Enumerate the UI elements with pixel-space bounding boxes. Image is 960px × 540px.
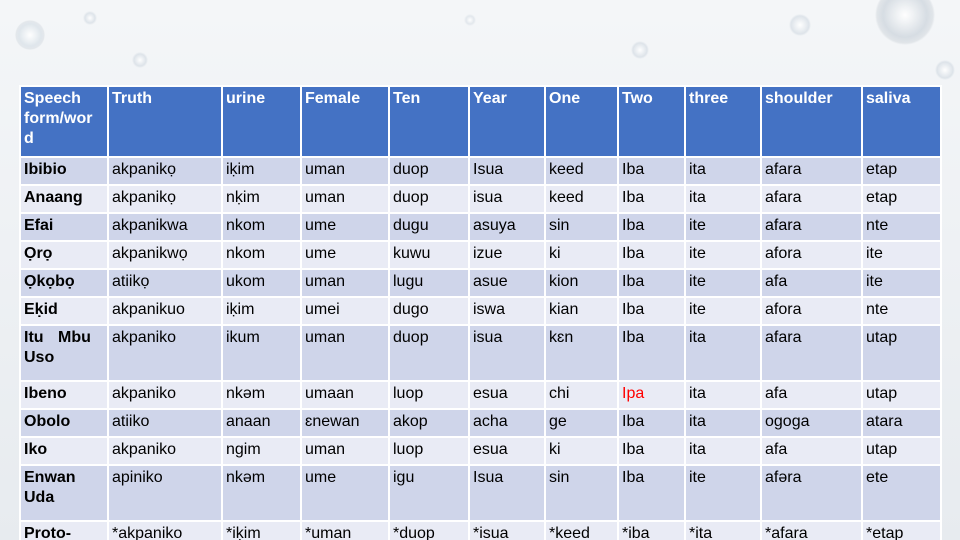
table-row xyxy=(20,185,941,213)
table-cell: afa xyxy=(761,381,862,409)
table-cell: ume xyxy=(301,465,389,521)
table-cell: atara xyxy=(862,409,941,437)
header-cell-speech-form xyxy=(20,86,108,157)
table-cell: *etap xyxy=(862,521,941,540)
table-cell: nte xyxy=(862,297,941,325)
table-cell: nkəm xyxy=(222,381,301,409)
table-cell: nkom xyxy=(222,213,301,241)
header-speech-line-3: d xyxy=(24,130,34,147)
table-cell: keed xyxy=(545,157,618,185)
table-cell: kion xyxy=(545,269,618,297)
header-cell-urine: urine xyxy=(222,86,301,157)
table-cell: etap xyxy=(862,157,941,185)
language-name-cell xyxy=(20,465,108,521)
header-speech-line-1: Speech xyxy=(24,90,81,107)
table-cell: ite xyxy=(685,297,761,325)
table-cell: luop xyxy=(389,381,469,409)
table-cell: duop xyxy=(389,157,469,185)
header-cell-truth: Truth xyxy=(108,86,222,157)
table-cell: ite xyxy=(685,269,761,297)
table-cell: nkəm xyxy=(222,465,301,521)
table-cell: lugu xyxy=(389,269,469,297)
table-cell: ite xyxy=(685,465,761,521)
table-cell: akpaniko xyxy=(108,437,222,465)
table-cell: ogoga xyxy=(761,409,862,437)
table-cell: akpanikuo xyxy=(108,297,222,325)
table-cell: akpaniko xyxy=(108,381,222,409)
table-row xyxy=(20,325,941,381)
table-cell: Iba xyxy=(618,465,685,521)
table-cell: apiniko xyxy=(108,465,222,521)
table-cell: ite xyxy=(862,269,941,297)
table-cell: atiikọ xyxy=(108,269,222,297)
table-cell: Iba xyxy=(618,213,685,241)
table-cell: *iba xyxy=(618,521,685,540)
table-cell: ita xyxy=(685,325,761,381)
table-cell: uman xyxy=(301,437,389,465)
table-cell: esua xyxy=(469,381,545,409)
language-name-line: Uda xyxy=(24,489,55,506)
language-name-cell xyxy=(20,325,108,381)
table-cell: *iḳim xyxy=(222,521,301,540)
table-cell: Iba xyxy=(618,269,685,297)
table-cell: uman xyxy=(301,325,389,381)
table-cell: iswa xyxy=(469,297,545,325)
table-cell: iḳim xyxy=(222,157,301,185)
table-cell: sin xyxy=(545,465,618,521)
table-cell: uman xyxy=(301,157,389,185)
table-row xyxy=(20,409,941,437)
header-cell-three: three xyxy=(685,86,761,157)
table-cell: akpanikwọ xyxy=(108,241,222,269)
table-cell: isua xyxy=(469,185,545,213)
table-cell: keed xyxy=(545,185,618,213)
language-name-line: Uso xyxy=(24,349,55,366)
table-cell: esua xyxy=(469,437,545,465)
table-cell: ngim xyxy=(222,437,301,465)
table-cell: utap xyxy=(862,325,941,381)
table-cell: dugo xyxy=(389,297,469,325)
table-cell: duop xyxy=(389,325,469,381)
table-cell: ite xyxy=(862,241,941,269)
language-name-cell: Iko xyxy=(20,437,108,465)
table-cell: afara xyxy=(761,325,862,381)
table-row xyxy=(20,521,941,540)
table-cell: afora xyxy=(761,297,862,325)
lexical-comparison-table xyxy=(19,85,942,540)
table-cell: *duop xyxy=(389,521,469,540)
table-cell: ita xyxy=(685,157,761,185)
table-cell: duop xyxy=(389,185,469,213)
table-cell: ume xyxy=(301,241,389,269)
table-cell: Iba xyxy=(618,241,685,269)
table-cell: ite xyxy=(685,241,761,269)
table-cell: Iba xyxy=(618,297,685,325)
table-cell: asuya xyxy=(469,213,545,241)
table-cell: atiiko xyxy=(108,409,222,437)
table-row xyxy=(20,381,941,409)
table-cell: *uman xyxy=(301,521,389,540)
table-row xyxy=(20,465,941,521)
table-cell: ume xyxy=(301,213,389,241)
table-cell: ita xyxy=(685,437,761,465)
table-cell: Isua xyxy=(469,157,545,185)
table-cell: Iba xyxy=(618,409,685,437)
table-cell: ki xyxy=(545,437,618,465)
table-row xyxy=(20,297,941,325)
table-cell: Iba xyxy=(618,437,685,465)
header-cell-female: Female xyxy=(301,86,389,157)
language-name-cell: Proto- xyxy=(20,521,108,540)
table-cell: nte xyxy=(862,213,941,241)
language-name-line: Itu Mbu xyxy=(24,329,91,346)
header-cell-year: Year xyxy=(469,86,545,157)
table-cell: izue xyxy=(469,241,545,269)
table-cell: afa xyxy=(761,437,862,465)
table-cell: afara xyxy=(761,185,862,213)
table-cell: ita xyxy=(685,409,761,437)
table-cell: kuwu xyxy=(389,241,469,269)
table-cell: ikum xyxy=(222,325,301,381)
table-row xyxy=(20,269,941,297)
language-name-cell: Eḳid xyxy=(20,297,108,325)
table-cell: akop xyxy=(389,409,469,437)
header-row xyxy=(20,86,941,157)
table-row xyxy=(20,241,941,269)
table-cell: iḳim xyxy=(222,297,301,325)
table-cell: *afara xyxy=(761,521,862,540)
header-speech-line-2: form/wor xyxy=(24,110,93,127)
table-cell: afa xyxy=(761,269,862,297)
table-cell: isua xyxy=(469,325,545,381)
table-cell: utap xyxy=(862,437,941,465)
header-cell-two: Two xyxy=(618,86,685,157)
table-row xyxy=(20,157,941,185)
table-cell: akpanikwa xyxy=(108,213,222,241)
table-cell: ki xyxy=(545,241,618,269)
table-cell: akpaniko xyxy=(108,325,222,381)
table-row xyxy=(20,213,941,241)
table-cell: akpanikọ xyxy=(108,157,222,185)
language-name-cell: Efai xyxy=(20,213,108,241)
table-cell: Iba xyxy=(618,157,685,185)
table-cell: kɛn xyxy=(545,325,618,381)
table-cell: afora xyxy=(761,241,862,269)
table-cell: ita xyxy=(685,381,761,409)
table-cell: *keed xyxy=(545,521,618,540)
table-cell: akpanikọ xyxy=(108,185,222,213)
table-cell: Isua xyxy=(469,465,545,521)
language-name-line: Enwan xyxy=(24,469,76,486)
table-cell: umaan xyxy=(301,381,389,409)
table-cell: ge xyxy=(545,409,618,437)
table-cell: dugu xyxy=(389,213,469,241)
table-cell: anaan xyxy=(222,409,301,437)
language-name-cell: Anaang xyxy=(20,185,108,213)
language-name-cell: Ọkọbọ xyxy=(20,269,108,297)
table-cell: ete xyxy=(862,465,941,521)
table-cell: afara xyxy=(761,213,862,241)
header-cell-one: One xyxy=(545,86,618,157)
table-cell: nkom xyxy=(222,241,301,269)
table-cell: etap xyxy=(862,185,941,213)
language-name-cell: Obolo xyxy=(20,409,108,437)
table-cell: ɛnewan xyxy=(301,409,389,437)
table-cell: afəra xyxy=(761,465,862,521)
table-cell: Iba xyxy=(618,185,685,213)
table-cell: ita xyxy=(685,185,761,213)
table-cell: asue xyxy=(469,269,545,297)
table-cell: uman xyxy=(301,269,389,297)
table-cell: *isua xyxy=(469,521,545,540)
table-cell: igu xyxy=(389,465,469,521)
table-cell: ukom xyxy=(222,269,301,297)
table-cell: afara xyxy=(761,157,862,185)
table-cell: chi xyxy=(545,381,618,409)
header-cell-saliva: saliva xyxy=(862,86,941,157)
table-cell: uman xyxy=(301,185,389,213)
table-cell: ite xyxy=(685,213,761,241)
language-name-cell: Ọrọ xyxy=(20,241,108,269)
table-cell: nḳim xyxy=(222,185,301,213)
table-cell: kian xyxy=(545,297,618,325)
table-cell: acha xyxy=(469,409,545,437)
table-cell: luop xyxy=(389,437,469,465)
table-cell: utap xyxy=(862,381,941,409)
table-cell: *akpaniko xyxy=(108,521,222,540)
header-cell-ten: Ten xyxy=(389,86,469,157)
header-cell-shoulder: shoulder xyxy=(761,86,862,157)
table-row xyxy=(20,437,941,465)
language-name-cell: Ibeno xyxy=(20,381,108,409)
language-name-cell: Ibibio xyxy=(20,157,108,185)
table-cell: umei xyxy=(301,297,389,325)
table-cell: sin xyxy=(545,213,618,241)
table-cell: *ita xyxy=(685,521,761,540)
table-cell: Ipa xyxy=(618,381,685,409)
table-cell: Iba xyxy=(618,325,685,381)
